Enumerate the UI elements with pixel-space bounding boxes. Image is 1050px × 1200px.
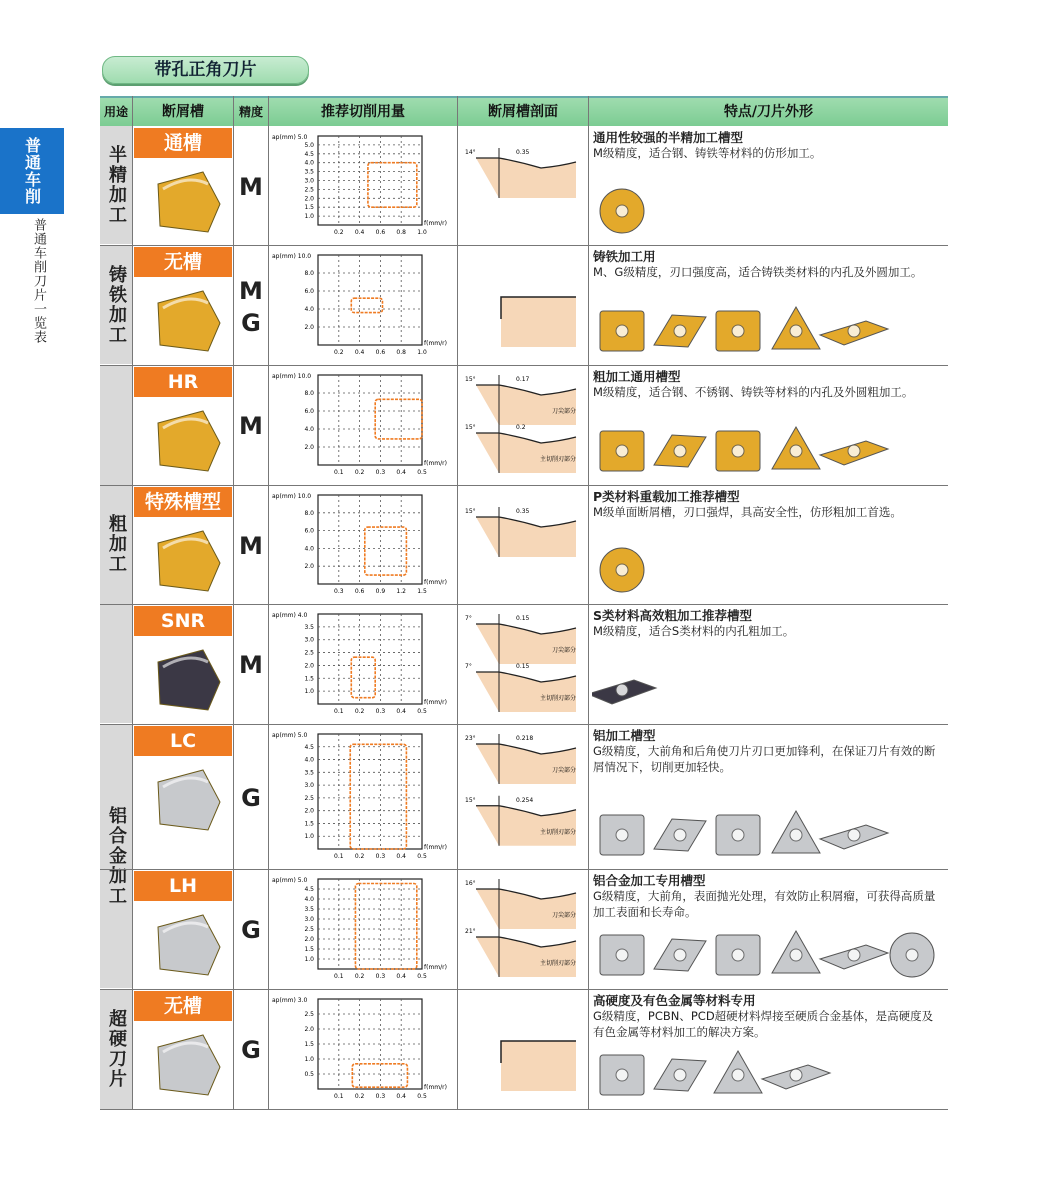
profile-label: 刀尖部分	[551, 408, 576, 415]
y-tick-label: 3.5	[304, 906, 314, 913]
insert-hole	[790, 325, 802, 337]
y-tick-label: 4.0	[304, 756, 314, 764]
x-tick-label: 0.6	[375, 229, 386, 236]
x-tick-label: 0.1	[334, 973, 344, 980]
header-cutting: 推荐切削用量	[269, 96, 457, 126]
insert-shapes	[592, 927, 942, 982]
feature-description: M、G级精度，刃口强度高，适合铸铁类材料的内孔及外圆加工。	[593, 265, 923, 279]
profile-dimension: 0.254	[516, 796, 534, 804]
x-tick-label: 0.4	[396, 469, 406, 476]
profile-label: 刀尖部分	[551, 767, 576, 774]
use-superhard: 超硬刀片	[100, 989, 132, 1109]
recommended-zone	[351, 298, 382, 312]
x-tick-label: 0.2	[354, 973, 365, 980]
cutting-chart	[270, 128, 455, 243]
y-tick-label: 3.0	[304, 636, 314, 644]
page-title: 带孔正角刀片	[102, 56, 309, 84]
insert-shapes	[592, 542, 942, 597]
y-axis-label: ap(mm) 3.0	[272, 997, 308, 1004]
x-tick-label: 0.4	[354, 349, 365, 356]
groove-label: LH	[134, 871, 232, 901]
x-tick-label: 0.8	[396, 349, 406, 356]
feature-title: P类材料重载加工推荐槽型	[593, 489, 740, 504]
x-tick-label: 0.1	[334, 853, 344, 860]
y-tick-label: 4.0	[304, 896, 314, 903]
cutting-chart	[270, 487, 455, 602]
insert-hole	[616, 1069, 628, 1081]
insert-hole	[732, 445, 744, 457]
insert-hole	[732, 949, 744, 961]
insert-hole	[732, 829, 744, 841]
chart-frame	[318, 375, 422, 465]
y-tick-label: 8.0	[304, 509, 314, 517]
groove-profile	[461, 487, 586, 602]
y-tick-label: 3.0	[304, 916, 314, 923]
groove-profile	[461, 128, 586, 243]
insert-hole	[732, 325, 744, 337]
x-tick-label: 0.5	[417, 1093, 427, 1100]
insert-hole	[674, 445, 686, 457]
y-tick-label: 1.0	[304, 833, 314, 841]
x-tick-label: 1.2	[396, 588, 406, 595]
use-semi-finish: 半精加工	[100, 126, 132, 244]
x-tick-label: 0.6	[354, 588, 365, 595]
groove-insert-image	[148, 762, 228, 837]
y-tick-label: 1.0	[304, 1056, 314, 1063]
profile-dimension: 0.2	[516, 424, 526, 431]
side-tab[interactable]: 普通车削	[0, 128, 64, 214]
insert-hole	[790, 1069, 802, 1081]
groove-profile	[461, 726, 586, 867]
y-axis-label: ap(mm) 10.0	[272, 253, 312, 260]
insert-hole	[674, 829, 686, 841]
x-axis-label: f(mm/r)	[424, 1084, 447, 1091]
grade-value: M G	[239, 277, 263, 337]
profile-dimension: 0.17	[516, 376, 530, 383]
x-tick-label: 0.9	[375, 588, 386, 595]
profile-angle: 14°	[465, 149, 476, 156]
y-axis-label: ap(mm) 4.0	[272, 612, 308, 619]
profile-angle: 16°	[465, 880, 476, 887]
insert-shapes	[592, 183, 942, 238]
feature-title: 粗加工通用槽型	[593, 369, 681, 384]
header-features: 特点/刀片外形	[589, 96, 948, 126]
x-tick-label: 1.0	[417, 229, 427, 236]
grade-value: M	[239, 531, 263, 560]
y-tick-label: 2.0	[304, 662, 314, 670]
cutting-chart	[270, 367, 455, 483]
x-axis-label: f(mm/r)	[424, 340, 447, 347]
grade-value: M	[239, 412, 263, 440]
profile-angle: 7°	[465, 663, 472, 670]
recommended-zone	[350, 744, 406, 849]
groove-insert-image	[148, 283, 228, 358]
insert-hole	[790, 445, 802, 457]
x-tick-label: 0.2	[334, 349, 344, 356]
profile-angle: 15°	[465, 796, 476, 804]
y-tick-label: 2.5	[304, 186, 314, 194]
insert-hole	[674, 325, 686, 337]
recommended-zone	[365, 527, 407, 575]
feature-description: G级精度，大前角，表面抛光处理，有效防止积屑瘤，可获得高质量加工表面和长寿命。	[593, 889, 936, 919]
groove-profile	[461, 991, 586, 1107]
y-tick-label: 0.5	[304, 1071, 314, 1078]
insert-hole	[674, 1069, 686, 1081]
groove-insert-image	[148, 907, 228, 982]
chart-frame	[318, 255, 422, 345]
groove-label: SNR	[134, 606, 232, 636]
y-tick-label: 1.5	[304, 946, 314, 953]
cutting-chart	[270, 247, 455, 363]
use-roughing: 粗加工	[100, 365, 132, 723]
cutting-chart	[270, 726, 455, 867]
x-axis-label: f(mm/r)	[424, 460, 447, 467]
groove-insert-image	[148, 1027, 228, 1102]
x-tick-label: 0.3	[375, 469, 386, 476]
y-tick-label: 4.5	[304, 886, 314, 893]
profile-angle: 7°	[465, 615, 472, 622]
x-tick-label: 0.5	[417, 853, 427, 860]
grade-value: G	[241, 1036, 261, 1064]
insert-hole	[790, 829, 802, 841]
y-tick-label: 4.5	[304, 150, 314, 158]
groove-profile	[461, 871, 586, 987]
x-tick-label: 0.3	[334, 588, 344, 595]
grade-value: G	[241, 916, 261, 944]
chart-frame	[318, 879, 422, 969]
y-tick-label: 8.0	[304, 390, 314, 397]
feature-description: G级精度，PCBN、PCD超硬材料焊接至硬质合金基体，是高硬度及有色金属等材料加工的解决方案。	[593, 1009, 934, 1039]
y-tick-label: 3.5	[304, 769, 314, 777]
y-tick-label: 2.0	[304, 195, 314, 203]
groove-label: 无槽	[134, 247, 232, 277]
y-tick-label: 2.0	[304, 936, 314, 943]
x-tick-label: 0.4	[396, 853, 406, 860]
use-aluminum: 铝合金加工	[100, 724, 132, 988]
insert-hole	[616, 445, 628, 457]
y-tick-label: 2.5	[304, 1011, 314, 1018]
groove-insert-image	[148, 523, 228, 598]
y-axis-label: ap(mm) 10.0	[272, 373, 312, 380]
x-tick-label: 0.4	[396, 1093, 406, 1100]
feature-title: 铸铁加工用	[593, 249, 656, 264]
insert-shapes	[592, 1047, 942, 1102]
y-axis-label: ap(mm) 5.0	[272, 732, 308, 739]
x-tick-label: 0.4	[354, 229, 365, 236]
recommended-zone	[368, 163, 417, 208]
y-tick-label: 2.0	[304, 807, 314, 815]
profile-angle: 15°	[465, 508, 476, 515]
x-tick-label: 0.3	[375, 708, 386, 715]
y-tick-label: 6.0	[304, 527, 314, 535]
x-axis-label: f(mm/r)	[424, 579, 447, 586]
side-tab-subtitle: 普通车削刀片一览表	[31, 218, 46, 344]
x-tick-label: 0.5	[417, 708, 427, 715]
y-tick-label: 1.0	[304, 956, 314, 963]
profile-label: 主切削刃部分	[539, 960, 576, 967]
profile-dimension: 0.35	[516, 508, 530, 515]
cutting-chart	[270, 606, 455, 722]
x-tick-label: 0.4	[396, 973, 406, 980]
recommended-zone	[351, 657, 375, 698]
insert-hole	[790, 949, 802, 961]
insert-hole	[616, 684, 628, 696]
groove-label: HR	[134, 367, 232, 397]
insert-hole	[848, 949, 860, 961]
profile-body	[501, 1041, 576, 1091]
y-tick-label: 1.5	[304, 820, 314, 828]
profile-dimension: 0.218	[516, 735, 534, 742]
insert-hole	[848, 829, 860, 841]
y-tick-label: 2.5	[304, 794, 314, 802]
groove-label: LC	[134, 726, 232, 756]
header-profile: 断屑槽剖面	[458, 96, 588, 126]
insert-hole	[616, 829, 628, 841]
profile-body	[501, 297, 576, 347]
x-tick-label: 0.2	[334, 229, 344, 236]
x-tick-label: 0.8	[396, 229, 406, 236]
x-axis-label: f(mm/r)	[424, 964, 447, 971]
insert-shapes	[592, 303, 942, 358]
y-tick-label: 3.5	[304, 168, 314, 176]
insert-hole	[848, 325, 860, 337]
groove-label: 通槽	[134, 128, 232, 158]
y-tick-label: 4.0	[304, 545, 314, 553]
y-axis-label: ap(mm) 10.0	[272, 493, 312, 500]
x-tick-label: 0.2	[354, 1093, 365, 1100]
feature-description: M级精度，适合S类材料的内孔粗加工。	[593, 624, 795, 638]
x-axis-label: f(mm/r)	[424, 699, 447, 706]
x-axis-label: f(mm/r)	[424, 220, 447, 227]
profile-label: 刀尖部分	[551, 647, 576, 654]
header-groove: 断屑槽	[133, 96, 233, 126]
recommended-zone	[352, 1064, 407, 1087]
groove-profile	[461, 247, 586, 363]
groove-label: 无槽	[134, 991, 232, 1021]
profile-label: 刀尖部分	[551, 912, 576, 919]
y-tick-label: 4.5	[304, 743, 314, 751]
y-tick-label: 2.0	[304, 324, 314, 331]
x-tick-label: 0.3	[375, 853, 386, 860]
insert-hole	[906, 949, 918, 961]
y-tick-label: 4.0	[304, 306, 314, 313]
profile-label: 主切削刃部分	[539, 695, 576, 702]
insert-hole	[848, 445, 860, 457]
feature-title: 通用性较强的半精加工槽型	[593, 130, 744, 145]
header-use: 用途	[100, 96, 132, 126]
x-tick-label: 0.2	[354, 853, 365, 860]
x-tick-label: 0.4	[396, 708, 406, 715]
y-tick-label: 1.5	[304, 675, 314, 683]
y-axis-label: ap(mm) 5.0	[272, 134, 308, 141]
profile-angle: 23°	[465, 735, 476, 742]
y-tick-label: 3.5	[304, 623, 314, 631]
insert-hole	[732, 1069, 744, 1081]
profile-angle: 21°	[465, 928, 476, 935]
groove-insert-image	[148, 642, 228, 717]
y-tick-label: 2.5	[304, 649, 314, 657]
x-tick-label: 0.5	[417, 973, 427, 980]
x-tick-label: 0.5	[417, 469, 427, 476]
feature-title: 铝合金加工专用槽型	[593, 873, 706, 888]
x-tick-label: 0.3	[375, 973, 386, 980]
feature-description: M级精度，适合钢、不锈钢、铸铁等材料的内孔及外圆粗加工。	[593, 385, 914, 399]
y-tick-label: 1.5	[304, 1041, 314, 1048]
use-cast-iron: 铸铁加工	[100, 245, 132, 364]
cutting-chart	[270, 991, 455, 1107]
insert-hole	[616, 564, 628, 576]
y-tick-label: 1.0	[304, 688, 314, 696]
x-tick-label: 0.3	[375, 1093, 386, 1100]
chart-frame	[318, 614, 422, 704]
y-tick-label: 8.0	[304, 270, 314, 277]
recommended-zone	[375, 399, 422, 439]
y-tick-label: 3.0	[304, 177, 314, 185]
x-tick-label: 0.2	[354, 708, 365, 715]
x-tick-label: 0.1	[334, 708, 344, 715]
insert-shapes	[592, 662, 942, 717]
insert-shapes	[592, 423, 942, 478]
y-tick-label: 5.0	[304, 141, 314, 149]
y-tick-label: 3.0	[304, 782, 314, 790]
groove-profile	[461, 367, 586, 483]
y-axis-label: ap(mm) 5.0	[272, 877, 308, 884]
feature-description: G级精度，大前角和后角使刀片刃口更加锋利，在保证刀片有效的断屑情况下，切削更加轻快。	[593, 744, 936, 774]
insert-hole	[616, 949, 628, 961]
x-axis-label: f(mm/r)	[424, 844, 447, 851]
grade-value: G	[241, 783, 261, 812]
feature-description: M级单面断屑槽，刃口强焊，具高安全性，仿形粗加工首选。	[593, 505, 902, 519]
profile-dimension: 0.35	[516, 149, 530, 156]
groove-insert-image	[148, 403, 228, 478]
feature-title: 铝加工槽型	[593, 728, 656, 743]
x-tick-label: 0.2	[354, 469, 365, 476]
recommended-zone	[355, 884, 416, 970]
feature-title: S类材料高效粗加工推荐槽型	[593, 608, 753, 623]
grade-value: M	[239, 172, 263, 201]
insert-shapes	[592, 807, 942, 862]
y-tick-label: 1.0	[304, 213, 314, 221]
profile-dimension: 0.15	[516, 615, 530, 622]
groove-profile	[461, 606, 586, 722]
x-tick-label: 1.5	[417, 588, 427, 595]
y-tick-label: 4.0	[304, 426, 314, 433]
x-tick-label: 0.1	[334, 1093, 344, 1100]
y-tick-label: 4.0	[304, 159, 314, 167]
x-tick-label: 1.0	[417, 349, 427, 356]
insert-hole	[616, 325, 628, 337]
cutting-chart	[270, 871, 455, 987]
y-tick-label: 2.5	[304, 926, 314, 933]
profile-label: 主切削刃部分	[539, 456, 576, 463]
y-tick-label: 2.0	[304, 1026, 314, 1033]
profile-label: 主切削刃部分	[539, 828, 576, 836]
y-tick-label: 6.0	[304, 408, 314, 415]
insert-hole	[616, 205, 628, 217]
groove-label: 特殊槽型	[134, 487, 232, 517]
header-grade: 精度	[234, 96, 268, 126]
x-tick-label: 0.1	[334, 469, 344, 476]
x-tick-label: 0.6	[375, 349, 386, 356]
y-tick-label: 1.5	[304, 204, 314, 212]
feature-title: 高硬度及有色金属等材料专用	[593, 993, 756, 1008]
profile-angle: 15°	[465, 424, 476, 431]
y-tick-label: 6.0	[304, 288, 314, 295]
feature-description: M级精度，适合钢、铸铁等材料的仿形加工。	[593, 146, 822, 160]
grade-value: M	[239, 651, 263, 679]
y-tick-label: 2.0	[304, 563, 314, 571]
insert-hole	[674, 949, 686, 961]
profile-angle: 15°	[465, 376, 476, 383]
y-tick-label: 2.0	[304, 444, 314, 451]
groove-insert-image	[148, 164, 228, 239]
profile-dimension: 0.15	[516, 663, 530, 670]
